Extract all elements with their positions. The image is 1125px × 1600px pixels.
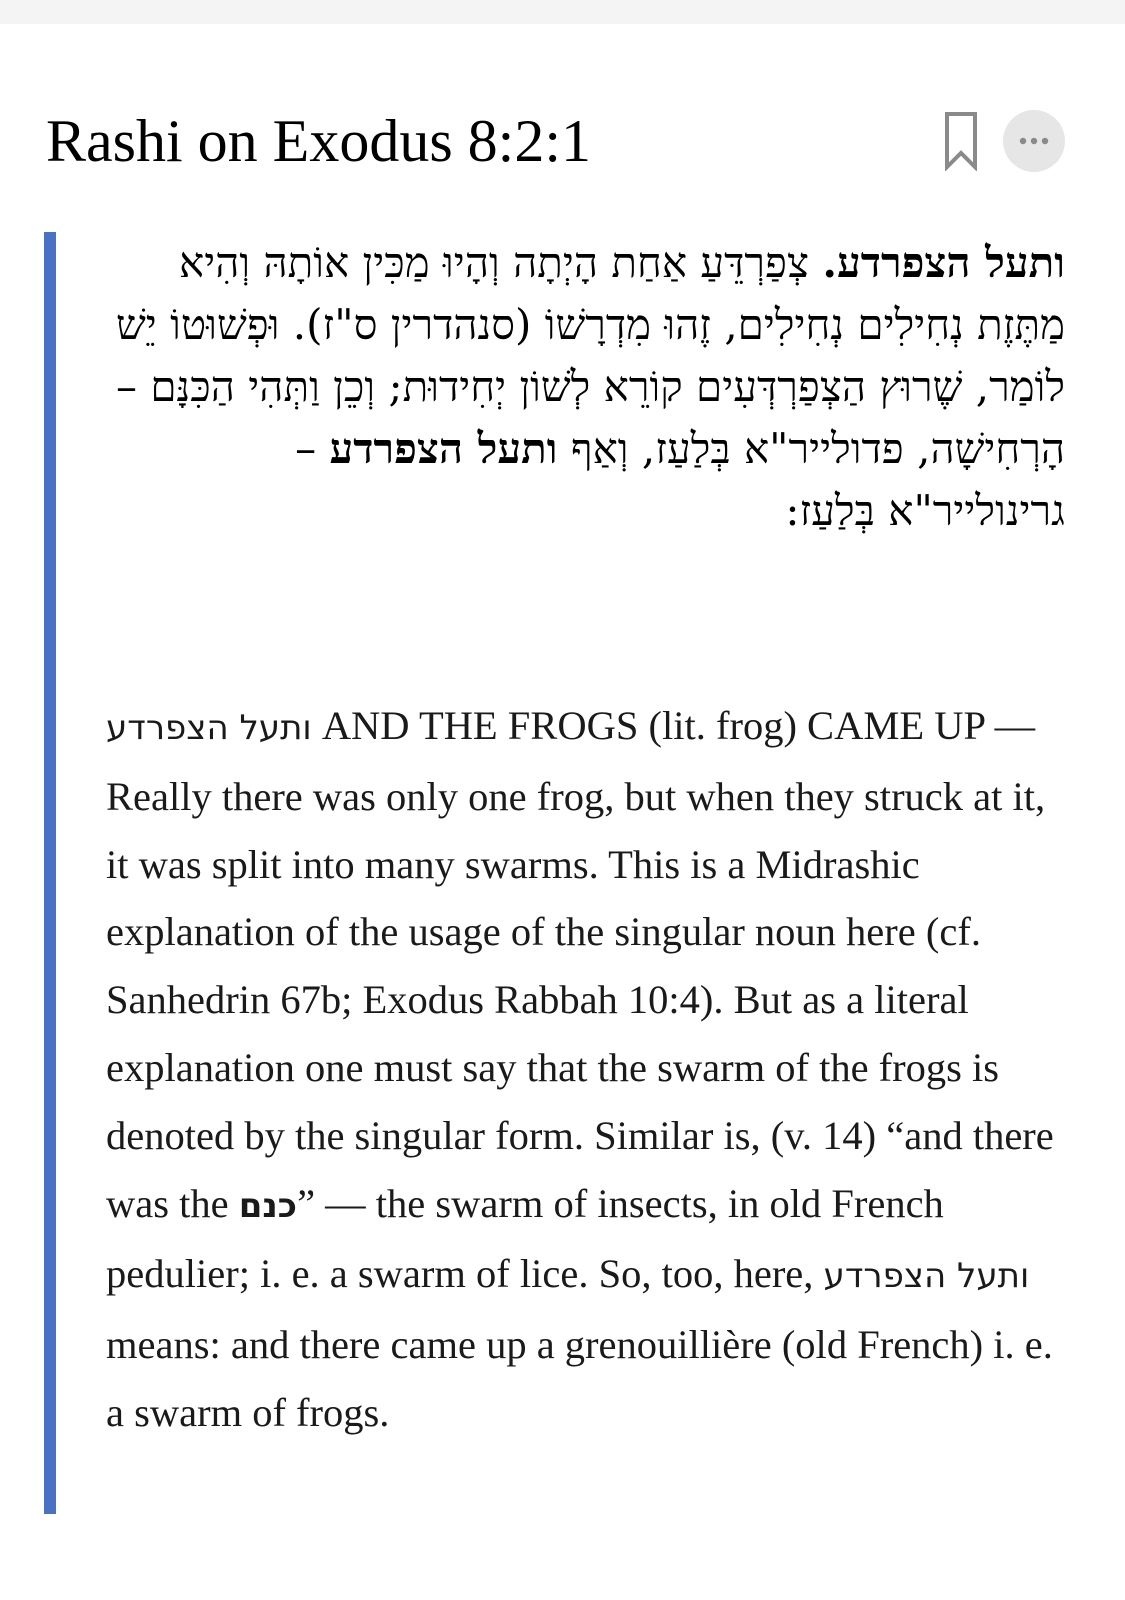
hebrew-lemma: ותעל הצפרדע.: [822, 238, 1065, 287]
hebrew-text: [106, 232, 1065, 542]
english-hebrew-term-1: ותעל הצפרדע: [106, 708, 312, 748]
hebrew-lemma-2: ותעל הצפרדע: [329, 424, 558, 473]
top-strip: [0, 0, 1125, 24]
commentary-block: [44, 232, 1065, 1514]
bookmark-button[interactable]: [941, 110, 981, 172]
english-translation: [106, 692, 1065, 1447]
english-text-2: ” — the swarm of insects, in old French pedulier; i. e. a swarm of lice. So, too, here,: [106, 1180, 944, 1297]
english-hebrew-term-2: כנם: [238, 1185, 298, 1226]
hebrew-body-2: – גרינולייר"א בְּלַעַז:: [295, 424, 1065, 535]
page-title: Rashi on Exodus 8:2:1: [46, 107, 592, 174]
english-text-3: means: and there came up a grenouillière (old French) i. e. a swarm of frogs.: [106, 1322, 1053, 1435]
hebrew-body-1: צְפַרְדֵּעַ אַחַת הָיְתָה וְהָיוּ מַכִּין אוֹתָהּ וְהִיא מַתֶּזֶת נְחִילִים נְחִילִים, זֶהוּ מִדְרָשׁוֹ (סנהדרין ס"ז). וּפְשׁוּטוֹ יֵשׁ לוֹמַר, שֶׁרוּץ הַצְפַרְדְּעִים קוֹרֵא לְשׁוֹן יְחִידוּת; וְכֵן וַתְּהִי הַכִּנָּם – הָרְחִישָׁה, פדולייר"א בְּלַעַז, וְאַף: [116, 238, 1065, 473]
accent-bar: [44, 232, 56, 1514]
bookmark-icon: [944, 111, 978, 171]
ellipsis-icon: [1019, 137, 1049, 145]
more-options-button[interactable]: [1003, 110, 1065, 172]
english-text-1: AND THE FROGS (lit. frog) CAME UP — Really there was only one frog, but when they struck at it, it was split into many swarms. This is a Midrashic explanation of the usage of the singular noun here (cf. Sanhedrin 67b; Exodus Rabbah 10:4). But as a literal explanation one must say that the swarm of the frogs is denoted by the singular form. Similar is, (v. 14) “and there was the: [106, 703, 1054, 1226]
english-hebrew-term-3: ותעל הצפרדע: [823, 1256, 1030, 1297]
header: [46, 96, 1065, 186]
